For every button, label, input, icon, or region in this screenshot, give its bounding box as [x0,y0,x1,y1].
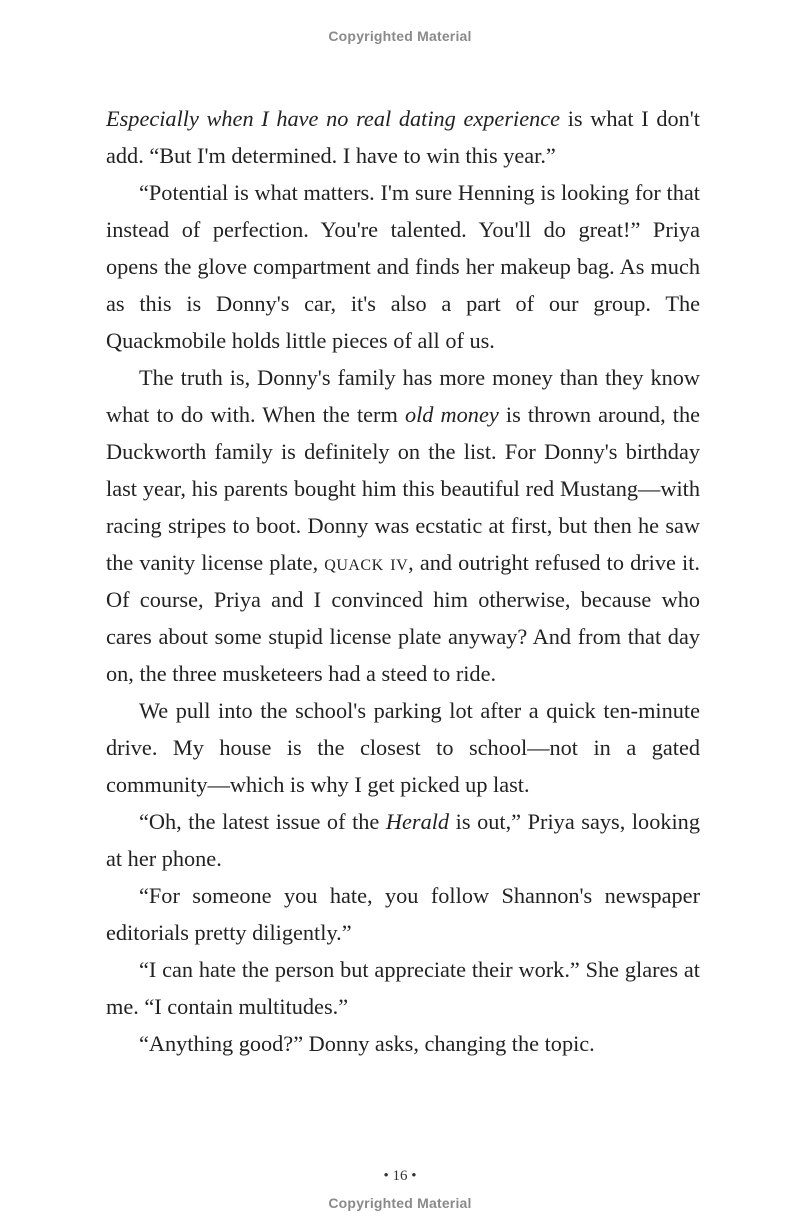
paragraph [106,951,700,1025]
paragraph-text: “Oh, the latest issue of the [139,809,386,834]
page-number: • 16 • [383,1168,417,1184]
paragraph-text: “Anything good?” Donny asks, changing the topic. [139,1031,595,1056]
paragraph [106,359,700,692]
paragraph-text: We pull into the school's parking lot after a quick ten-minute drive. My house is the closest to school—not in a gated community—which is why I get picked up last. [106,698,700,797]
license-plate-text: quack iv [324,550,409,575]
paragraph [106,100,700,174]
paragraph [106,692,700,803]
paragraph-text: “I can hate the person but appreciate their work.” She glares at me. “I contain multitudes.” [106,957,700,1019]
italic-text: Herald [385,809,450,834]
page-body [106,100,700,1062]
paragraph-text: , and outright refused to drive it. Of course, Priya and I convinced him otherwise, because who cares about some stupid license plate anyway? And from that day on, the three musketeers had a steed to ride. [106,550,700,686]
paragraph [106,803,700,877]
paragraph-text: “For someone you hate, you follow Shannon's newspaper editorials pretty diligently.” [106,883,700,945]
paragraph [106,877,700,951]
paragraph [106,1025,700,1062]
paragraph-text: “Potential is what matters. I'm sure Henning is looking for that instead of perfection. You're talented. You'll do great!” Priya opens the glove compartment and finds her makeup bag. As much as this is Donny's car, it's also a part of our group. The Quackmobile holds little pieces of all of us. [106,180,700,353]
copyright-watermark-top: Copyrighted Material [328,28,472,44]
italic-text: old money [404,402,499,427]
paragraph-text: is what I don't add. “But I'm determined. I have to win this year.” [106,106,700,168]
paragraph-text: is thrown around, the Duckworth family is definitely on the list. For Donny's birthday last year, his parents bought him this beautiful red Mustang—with racing stripes to boot. Donny was ecstatic at first, but then he saw the vanity license plate, [106,402,700,575]
paragraph-text: is out,” Priya says, looking at her phone. [106,809,700,871]
italic-text: Especially when I have no real dating experience [106,106,561,131]
paragraph [106,174,700,359]
paragraph-text: The truth is, Donny's family has more money than they know what to do with. When the term [106,365,700,427]
copyright-watermark-bottom: Copyrighted Material [328,1195,472,1211]
